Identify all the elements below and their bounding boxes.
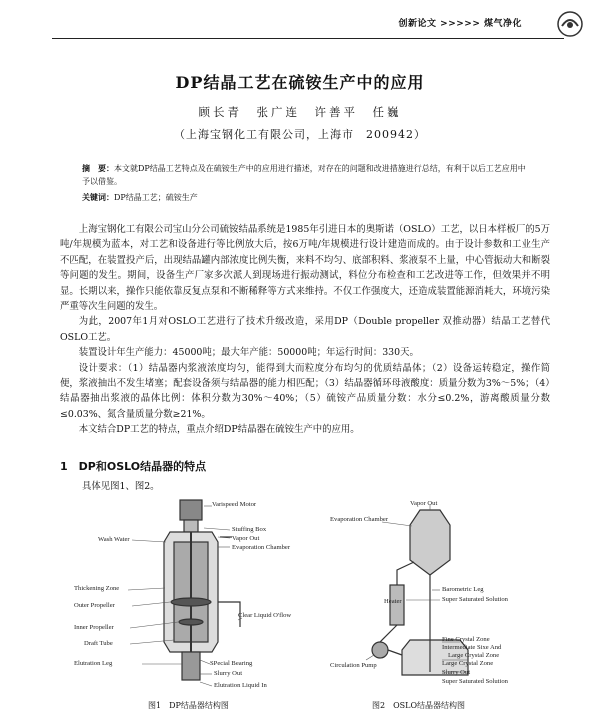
keywords-label: 关键词：: [82, 192, 114, 202]
label-slurry-out: Slurry Out: [442, 669, 471, 676]
label-fine-crystal-zone: Fine Crystal Zone: [442, 636, 490, 643]
article-affiliation: （上海宝钢化工有限公司，上海市 200942）: [174, 128, 426, 141]
label-evaporation-chamber: Evaporation Chamber: [232, 544, 291, 551]
label-vapor-out: Vapor Out: [410, 500, 438, 507]
label-elutration-liquid-in: Elutration Liquid In: [214, 682, 267, 689]
figure-1-dp-crystallizer: [70, 492, 320, 697]
header-section-label: 创新论文 >>>>> 煤气净化: [398, 19, 522, 29]
label-inner-propeller: Inner Propeller: [74, 624, 114, 631]
paragraph-2: 为此，2007年1月对OSLO工艺进行了技术升级改造，采用DP（Double propeller 双推动器）结晶工艺替代OSLO工艺。: [60, 316, 550, 343]
keywords: [82, 191, 532, 204]
label-thickening-zone: Thickening Zone: [74, 585, 120, 592]
label-elutration-leg: Elutration Leg: [74, 660, 113, 667]
running-header: [0, 8, 600, 30]
label-intermediate-size: Intermediate Sixe And: [442, 644, 502, 651]
label-wash-water: Wash Water: [98, 536, 130, 543]
abstract-text: 本文就DP结晶工艺特点及在硫铵生产中的应用进行描述，对存在的问题和改进措施进行总结，有利于以后工艺应用中予以借鉴。: [82, 164, 526, 186]
abstract-label: 摘 要：: [82, 163, 114, 173]
header-rule: [52, 38, 564, 39]
label-clear-liquid-overflow: Clear Liquid O'flow: [238, 612, 292, 619]
paragraph-5: 本文结合DP工艺的特点，重点介绍DP结晶器在硫铵生产中的应用。: [78, 424, 360, 436]
label-draft-tube: Draft Tube: [84, 640, 113, 647]
label-outer-propeller: Outer Propeller: [74, 602, 115, 609]
section-intro: 具体见图1、图2。: [82, 481, 160, 492]
label-barometric-leg: Barometric Leg: [442, 586, 484, 593]
label-heater: Heater: [384, 598, 402, 605]
label-slurry-out: Slurry Out: [214, 670, 243, 677]
label-circulation-pump: Circulation Pump: [330, 662, 377, 669]
abstract: [82, 162, 532, 188]
label-large-crystal-zone-2: Large Crystal Zone: [442, 660, 494, 667]
journal-logo-icon: [556, 10, 584, 38]
label-stuffing-box: Stuffing Box: [232, 526, 267, 533]
figure-1-caption: 图1 DP结晶器结构图: [148, 701, 229, 710]
label-vapor-out: Vapor Out: [232, 535, 260, 542]
label-varispeed-motor: Varispeed Motor: [212, 501, 257, 508]
label-special-bearing: SPecial Bearing: [210, 660, 253, 667]
label-large-crystal-zone-1: Large Crystal Zone: [448, 652, 500, 659]
section-heading: 1 DP和OSLO结晶器的特点: [60, 460, 207, 473]
article-authors: 顾长青 张广连 许善平 任巍: [198, 105, 402, 119]
label-super-saturated-solution-2: Super Saturated Solution: [442, 678, 508, 685]
label-super-saturated-solution: Super Saturated Solution: [442, 596, 508, 603]
paragraph-3: 装置设计年生产能力：45000吨；最大年产能：50000吨；年运行时间：330天。: [78, 347, 419, 359]
label-evaporation-chamber: Evaporation Chamber: [330, 516, 389, 523]
figure-2-caption: 图2 OSLO结晶器结构图: [372, 701, 465, 710]
article-title: DP结晶工艺在硫铵生产中的应用: [175, 73, 425, 92]
paragraph-4: 设计要求：（1）结晶器内浆液浓度均匀，能得到大而粒度分布均匀的优质结晶体；（2）设备运转稳定，操作简便，浆液抽出不发生堵塞；配套设备须与结晶器的能力相匹配；（3）结晶器循环母液酸度：质量分数为3%～5%；（4）结晶器抽出浆液的晶体比例：体积分数为30%～40%；（5）硫铵产品质量分数：水分≤0.2%，游离酸质量分数≤0.03%、氮含量质量分数≥21%。: [60, 362, 550, 420]
figure-2-oslo-crystallizer: [330, 500, 560, 695]
keywords-text: DP结晶工艺；硫铵生产: [114, 193, 198, 202]
paragraph-1: 上海宝钢化工有限公司宝山分公司硫铵结晶系统是1985年引进日本的奥斯诺（OSLO）工艺，以日本样板厂的5万吨/年规模为蓝本，对工艺和设备进行等比例放大后，按6万吨/年规模进行设计建造而成的。由于设计参数和工业生产不匹配，在装置投产后，出现结晶罐内部浓度比例失衡，来料不均匀、底部积料、浆液泵不上量，中心管振动大和断裂等问题的发生。期间，设备生产厂家多次派人到现场进行振动测试，料位分布检查和工艺改进等工作，但效果并不明显。长期以来，操作只能依靠反复点泵和不断稀释等方式来维持。不仅工作强度大，还造成装置能源消耗大，环境污染严重等次生问题的发生。: [60, 224, 550, 313]
article-body: [60, 222, 550, 438]
